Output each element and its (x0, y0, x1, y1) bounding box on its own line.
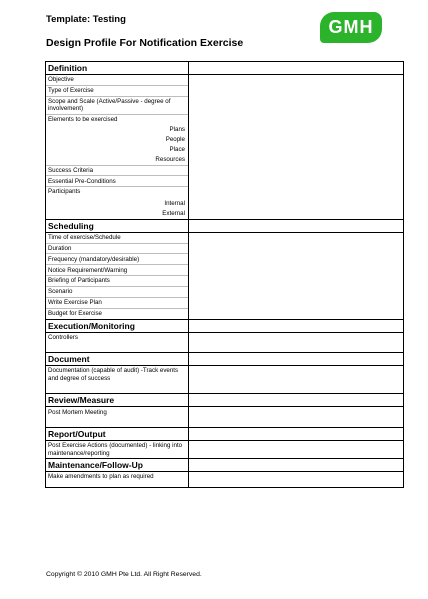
row-objective: Objective (46, 75, 188, 86)
template-label: Template: Testing (46, 14, 126, 25)
row-documentation: Documentation (capable of audit) -Track events and degree of success (48, 367, 179, 382)
row-amend: Make amendments to plan as required (48, 473, 154, 481)
row-elements: Elements to be exercised (48, 116, 118, 124)
section-heading: Maintenance/Follow-Up (46, 459, 188, 472)
row-controllers: Controllers (48, 333, 78, 341)
section-heading: Definition (46, 62, 188, 75)
section-heading: Report/Output (46, 428, 188, 441)
answer-column[interactable] (189, 428, 403, 458)
row-preconditions: Essential Pre-Conditions (46, 176, 188, 187)
row-resources: Resources (46, 155, 188, 166)
answer-column[interactable] (189, 394, 403, 426)
section-report (46, 428, 403, 459)
answer-column[interactable] (189, 62, 403, 219)
row-scope: Scope and Scale (Active/Passive - degree of involvement) (46, 97, 188, 115)
gmh-logo: GMH (320, 12, 382, 43)
row-external: External (162, 210, 185, 217)
row-plan: Write Exercise Plan (46, 298, 188, 309)
section-execution (46, 320, 403, 353)
row-success: Success Criteria (46, 166, 188, 177)
row-scenario: Scenario (46, 287, 188, 298)
row-briefing: Briefing of Participants (46, 276, 188, 287)
section-heading: Document (46, 353, 188, 366)
section-heading: Execution/Monitoring (46, 320, 188, 333)
section-review (46, 394, 403, 427)
answer-column[interactable] (189, 459, 403, 486)
section-document (46, 353, 403, 394)
section-scheduling (46, 220, 403, 320)
section-heading: Review/Measure (46, 394, 188, 407)
answer-column[interactable] (189, 320, 403, 352)
row-people: People (165, 136, 185, 144)
row-frequency: Frequency (mandatory/desirable) (46, 254, 188, 265)
answer-column[interactable] (189, 220, 403, 319)
row-time: Time of exercise/Schedule (46, 233, 188, 244)
row-duration: Duration (46, 244, 188, 255)
row-plans: Plans (169, 126, 185, 134)
document-title: Design Profile For Notification Exercise (46, 37, 244, 49)
copyright-footer: Copyright © 2010 GMH Pte Ltd. All Right Reserved. (46, 571, 202, 578)
section-heading: Scheduling (46, 220, 188, 233)
row-actions: Post Exercise Actions (documented) - linking into maintenance/reporting (48, 442, 183, 457)
row-notice: Notice Requirement/Warning (46, 265, 188, 276)
section-maintenance (46, 459, 403, 486)
row-meeting: Post Mortem Meeting (48, 408, 107, 416)
row-participants: Participants (48, 188, 81, 196)
answer-column[interactable] (189, 353, 403, 393)
section-definition (46, 62, 403, 220)
row-internal: Internal (164, 200, 185, 208)
row-budget: Budget for Exercise (48, 310, 102, 317)
profile-form (45, 61, 404, 488)
row-place: Place (169, 145, 185, 153)
row-type: Type of Exercise (46, 86, 188, 97)
